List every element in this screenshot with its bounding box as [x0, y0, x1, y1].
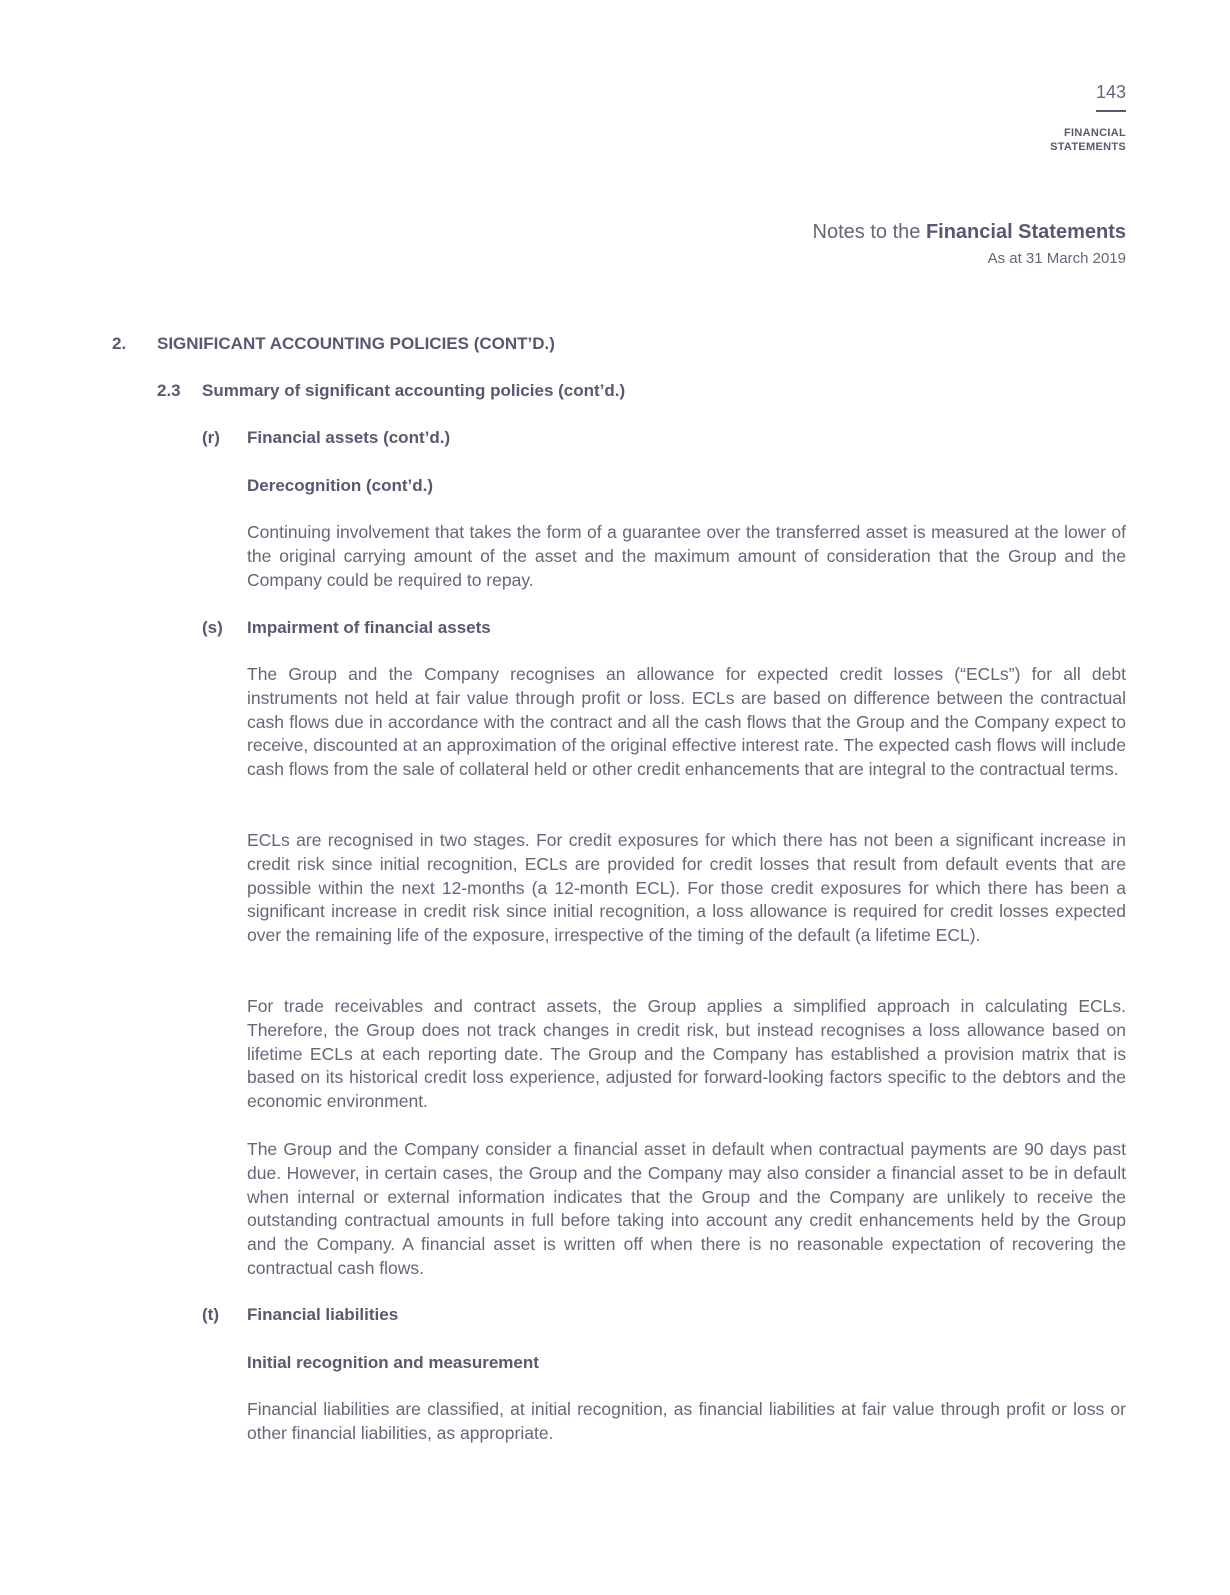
- section-number: 2.: [112, 334, 127, 353]
- subsection-title: Summary of significant accounting policies (cont’d.): [202, 381, 626, 400]
- page-number: 143: [1095, 82, 1126, 102]
- item-r-paragraph: Continuing involvement that takes the form of a guarantee over the transferred asset is measured at the lower of the original carrying amount of the asset and the maximum amount of consideration that the Group and the Company could be required to repay.: [247, 522, 1126, 590]
- subsection-heading: [157, 381, 625, 401]
- item-s-title: Impairment of financial assets: [247, 618, 491, 637]
- item-s-heading: [202, 618, 491, 638]
- item-s-letter: (s): [202, 618, 223, 637]
- page-title-light: Notes to the: [812, 221, 926, 243]
- section-label-line1: FINANCIAL: [1064, 127, 1126, 139]
- item-t-letter: (t): [202, 1305, 219, 1324]
- item-s-paragraph-4: The Group and the Company consider a financial asset in default when contractual payments are 90 days past due. However, in certain cases, the Group and the Company may also consider a financial asset to be in default when internal or external information indicates that the Group and the Company are unlikely to receive the outstanding contractual amounts in full before taking into account any credit enhancements held by the Group and the Company. A financial asset is written off when there is no reasonable expectation of recovering the contractual cash flows.: [247, 1139, 1126, 1278]
- item-t-title: Financial liabilities: [247, 1305, 399, 1324]
- item-r-subheading: Derecognition (cont’d.): [247, 476, 434, 495]
- section-title: SIGNIFICANT ACCOUNTING POLICIES (CONT’D.): [157, 334, 555, 353]
- item-s-paragraph-3: For trade receivables and contract assets, the Group applies a simplified approach in calculating ECLs. Therefore, the Group does not track changes in credit risk, but instead recognises a loss allowance based on lifetime ECLs at each reporting date. The Group and the Company has established a provision matrix that is based on its historical credit loss experience, adjusted for forward-looking factors specific to the debtors and the economic environment.: [247, 996, 1126, 1112]
- section-label: [1050, 126, 1126, 154]
- item-s-paragraph-1: The Group and the Company recognises an allowance for expected credit losses (“ECLs”) for all debt instruments not held at fair value through profit or loss. ECLs are based on difference between the contractual cash flows due in accordance with the contract and all the cash flows that the Group and the Company expect to receive, discounted at an approximation of the original effective interest rate. The expected cash flows will include cash flows from the sale of collateral held or other credit enhancements that are integral to the contractual terms.: [247, 664, 1126, 780]
- item-t-subheading: Initial recognition and measurement: [247, 1353, 539, 1372]
- page-title: [813, 221, 1126, 244]
- item-r-title: Financial assets (cont’d.): [247, 428, 451, 447]
- section-heading: [112, 334, 555, 354]
- item-t-heading: [202, 1305, 398, 1325]
- page-number-rule: [1096, 110, 1126, 112]
- item-r-heading: [202, 428, 450, 448]
- item-r-letter: (r): [202, 428, 220, 447]
- section-label-line2: STATEMENTS: [1050, 141, 1126, 153]
- subsection-number: 2.3: [157, 381, 181, 400]
- page-title-bold: Financial Statements: [925, 221, 1126, 243]
- item-s-paragraph-2: ECLs are recognised in two stages. For credit exposures for which there has not been a significant increase in credit risk since initial recognition, ECLs are provided for credit losses that result from default events that are possible within the next 12-months (a 12-month ECL). For those credit exposures for which there has been a significant increase in credit risk since initial recognition, a loss allowance is required for credit losses expected over the remaining life of the exposure, irrespective of the timing of the default (a lifetime ECL).: [247, 830, 1126, 946]
- item-t-paragraph: Financial liabilities are classified, at initial recognition, as financial liabilities at fair value through profit or loss or other financial liabilities, as appropriate.: [247, 1399, 1126, 1443]
- page-date: As at 31 March 2019: [987, 250, 1126, 267]
